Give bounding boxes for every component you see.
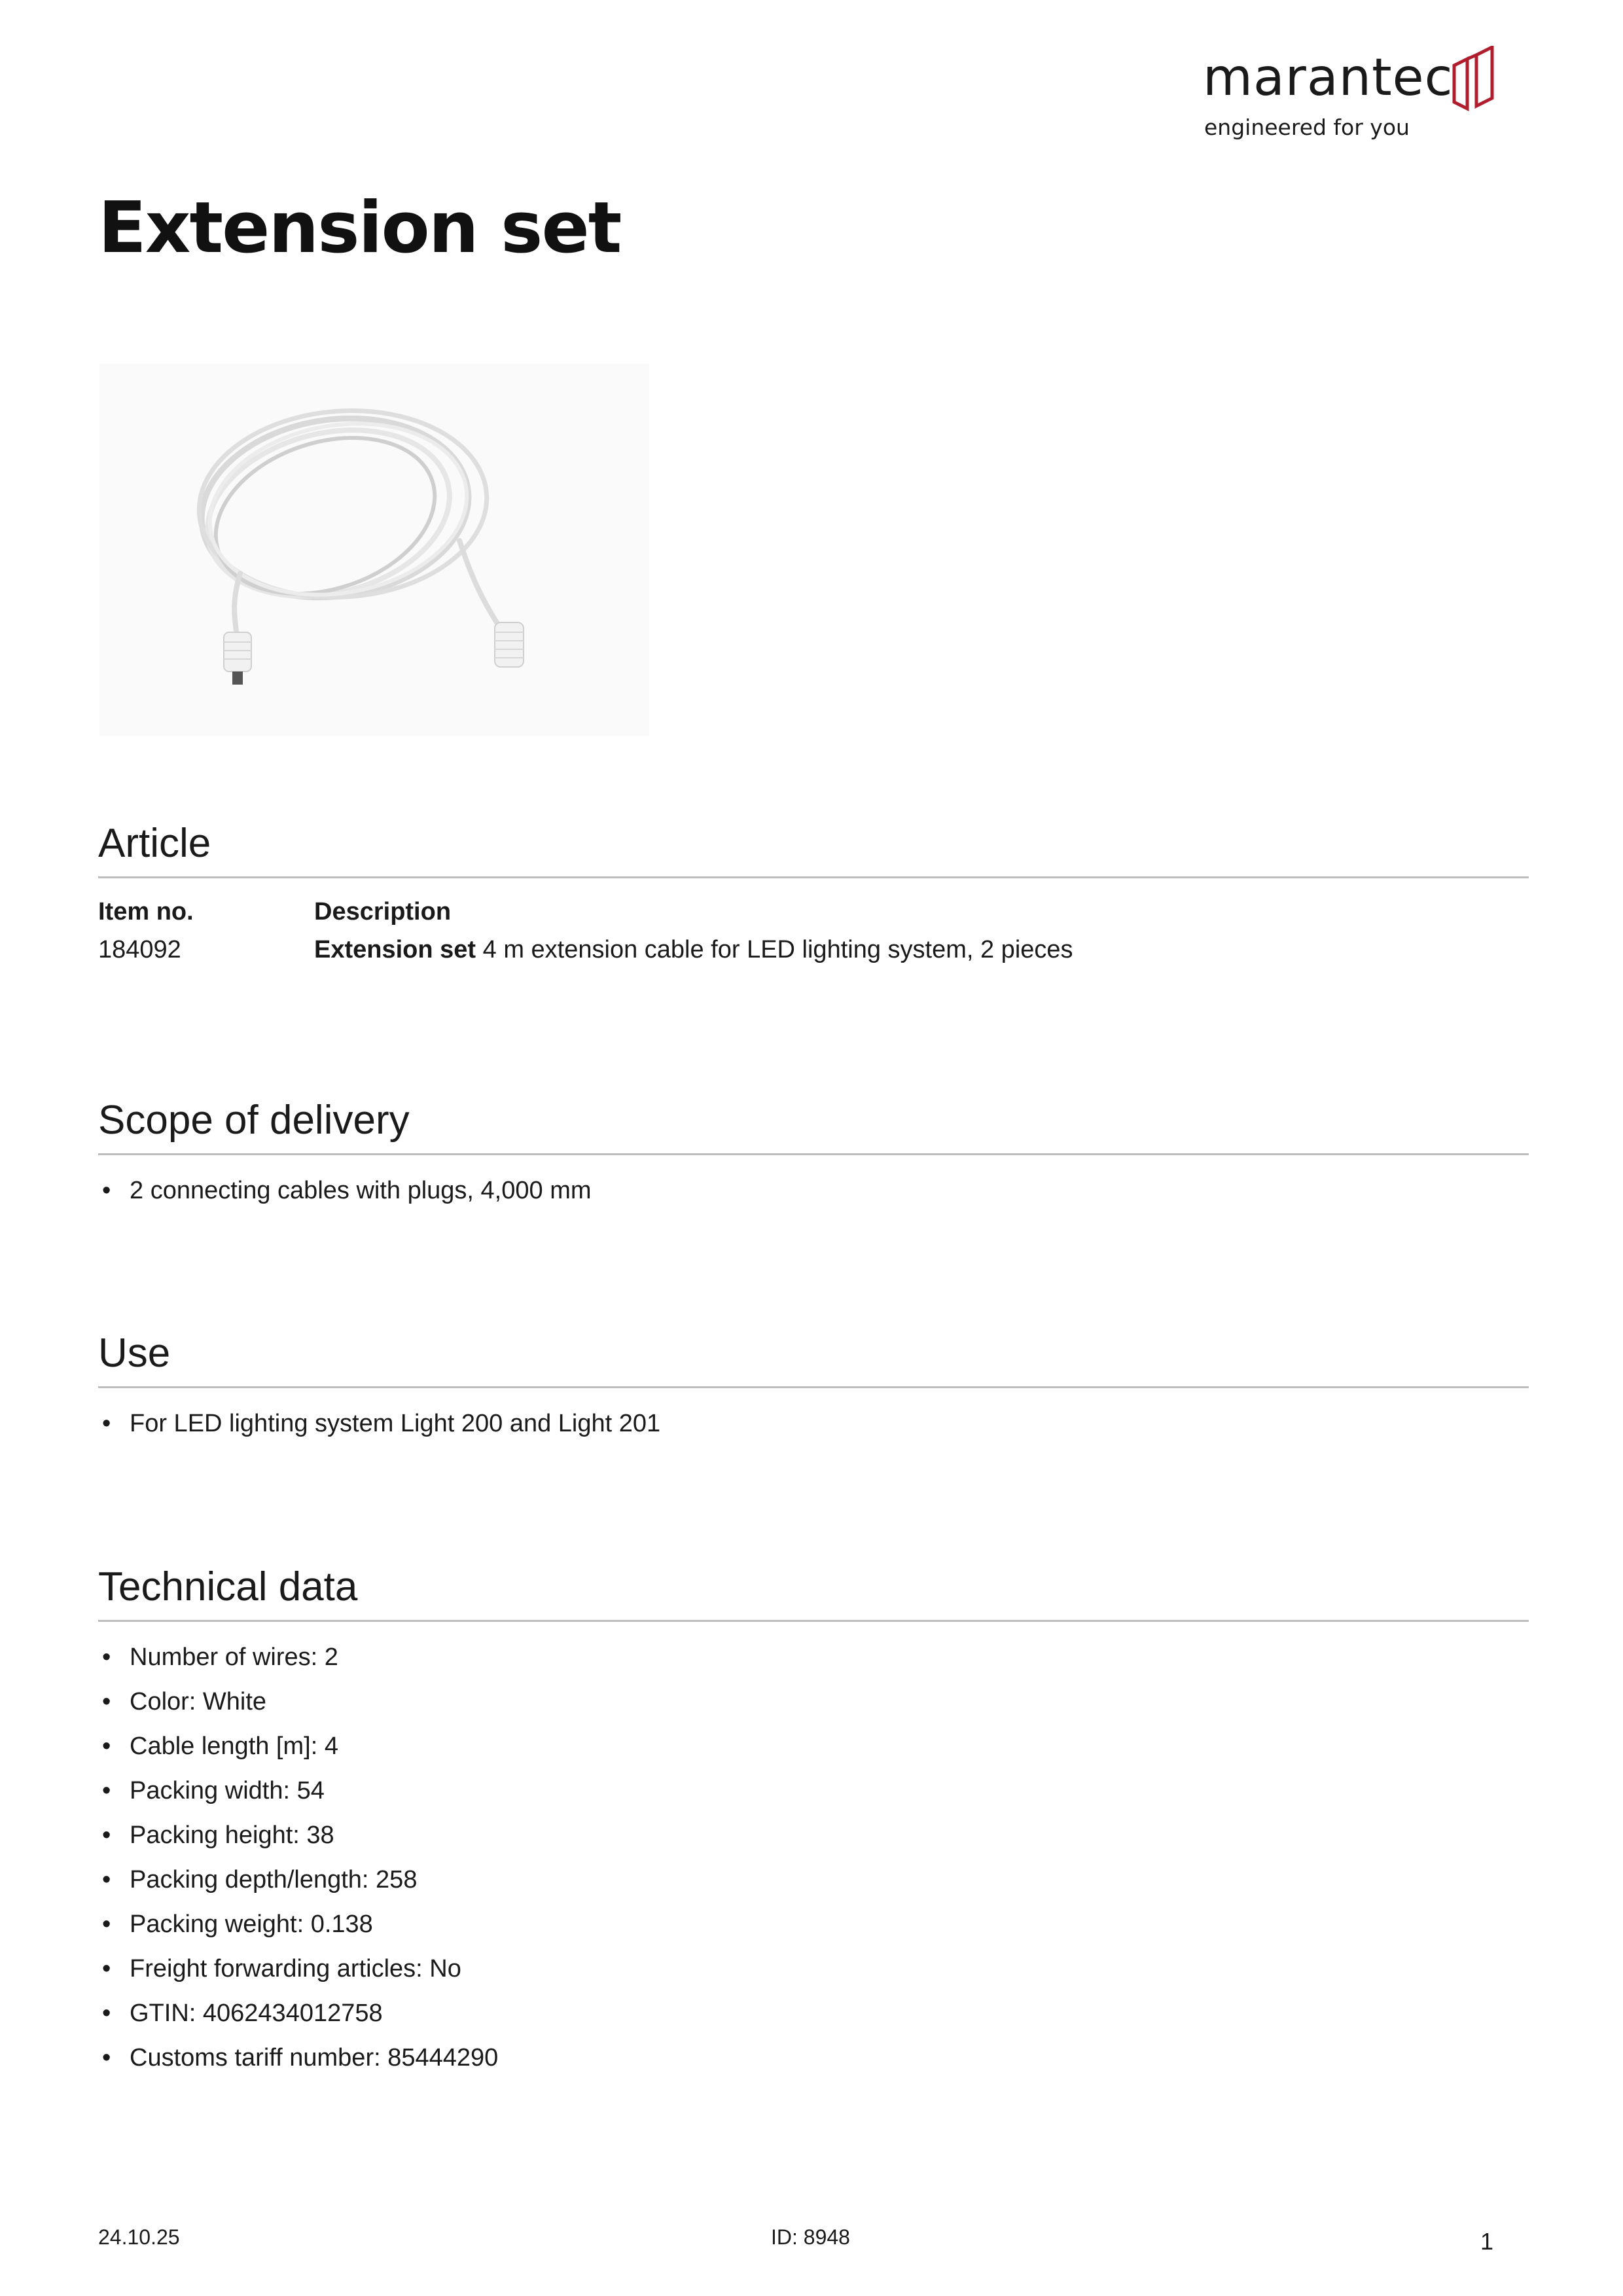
- list-item: • GTIN: 4062434012758: [98, 1991, 1529, 2036]
- article-heading: Article: [98, 821, 1529, 878]
- item-no-header: Item no.: [98, 898, 194, 926]
- scope-list: [98, 1168, 1529, 1213]
- article-table: [98, 893, 1529, 969]
- article-table-header: [98, 893, 1529, 931]
- use-section: [98, 1331, 1529, 1446]
- list-item: • Color: White: [98, 1679, 1529, 1724]
- description-header: Description: [314, 898, 452, 926]
- list-item: • Packing depth/length: 258: [98, 1857, 1529, 1902]
- use-list: [98, 1401, 1529, 1446]
- scope-heading: Scope of delivery: [98, 1098, 1529, 1155]
- brand-tagline: engineered for you: [1204, 115, 1410, 140]
- product-image: [99, 364, 649, 736]
- scope-section: [98, 1098, 1529, 1213]
- list-item: • Cable length [m]: 4: [98, 1724, 1529, 1768]
- description-text: 4 m extension cable for LED lighting system, 2 pieces: [476, 936, 1073, 964]
- brand-logo: [1203, 41, 1504, 145]
- description-bold: Extension set: [314, 936, 476, 964]
- list-item: • For LED lighting system Light 200 and Light 201: [98, 1401, 1529, 1446]
- list-item: • Number of wires: 2: [98, 1635, 1529, 1679]
- brand-mark-icon: [1450, 46, 1499, 111]
- list-item: • 2 connecting cables with plugs, 4,000 mm: [98, 1168, 1529, 1213]
- list-item: • Packing height: 38: [98, 1813, 1529, 1857]
- technical-section: [98, 1565, 1529, 2080]
- technical-list: [98, 1635, 1529, 2080]
- footer-date: 24.10.25: [98, 2225, 180, 2249]
- list-item: • Packing width: 54: [98, 1768, 1529, 1813]
- page-title: Extension set: [98, 187, 621, 269]
- technical-heading: Technical data: [98, 1565, 1529, 1622]
- footer-id: ID: 8948: [771, 2225, 850, 2249]
- cable-image: [99, 364, 649, 736]
- brand-name: marantec: [1203, 48, 1454, 107]
- article-table-row: [98, 931, 1529, 969]
- article-section: [98, 821, 1529, 969]
- page-number: 1: [1480, 2228, 1494, 2255]
- use-heading: Use: [98, 1331, 1529, 1388]
- list-item: • Customs tariff number: 85444290: [98, 2036, 1529, 2080]
- list-item: • Freight forwarding articles: No: [98, 1946, 1529, 1991]
- list-item: • Packing weight: 0.138: [98, 1902, 1529, 1946]
- description-value: [314, 931, 1073, 969]
- item-no-value: 184092: [98, 936, 181, 964]
